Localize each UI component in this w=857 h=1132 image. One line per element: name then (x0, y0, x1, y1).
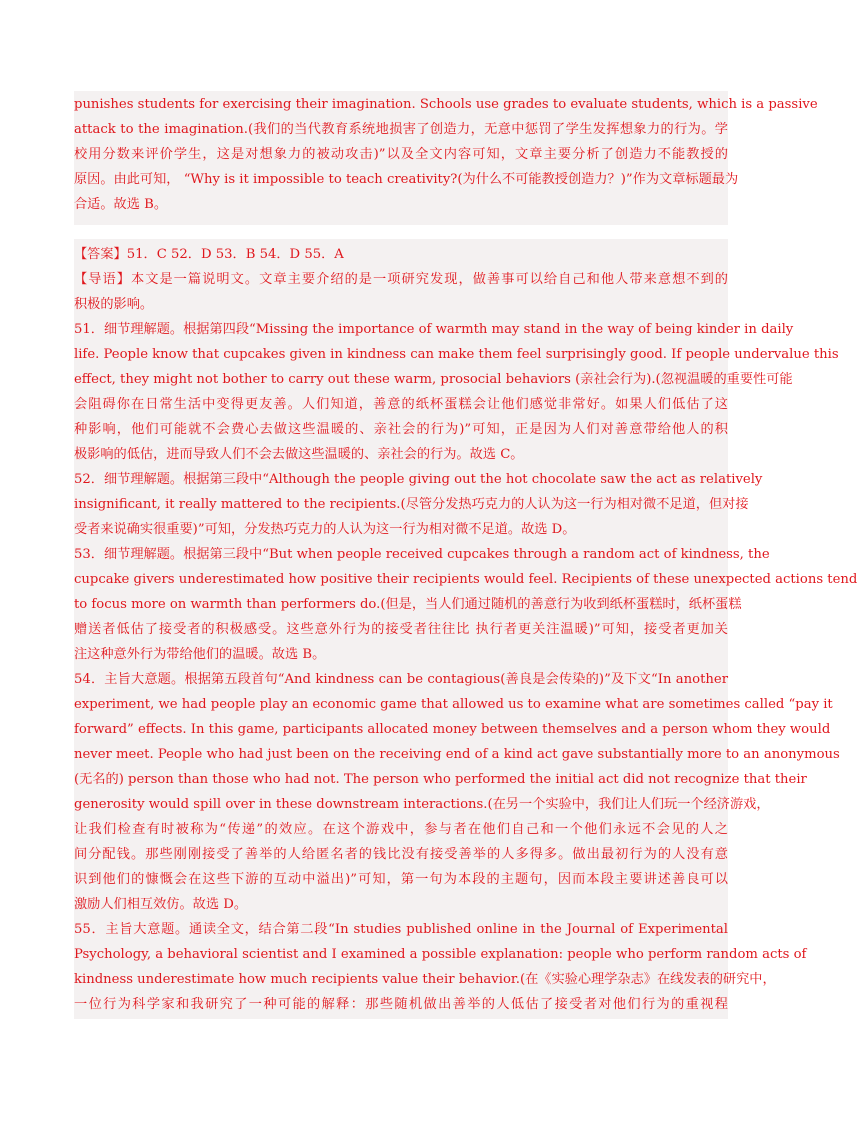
text-line: 注这种意外行为带给他们的温暖。故选 B。 (74, 647, 326, 662)
text-line: 校用分数来评价学生，这是对想象力的被动攻击)”以及全文内容可知，文章主要分析了创造力不能教授的 (74, 147, 728, 162)
text-line: attack to the imagination.(我们的当代教育系统地损害了创造力，无意中惩罚了学生发挥想象力的行为。学 (74, 122, 728, 137)
text-line: 【答案】51．C 52．D 53．B 54．D 55．A (74, 247, 344, 262)
text-line: 会阻碍你在日常生活中变得更友善。人们知道，善意的纸杯蛋糕会让他们感觉非常好。如果人们低估了这 (74, 397, 728, 412)
text-line: (无名的) person than those who had not. The person who performed the initial act did not recognize that their (74, 772, 807, 787)
text-line: 55．主旨大意题。通读全文，结合第二段“In studies published online in the Journal of Experimental (74, 922, 728, 937)
text-line: never meet. People who had just been on the receiving end of a kind act gave substantially more to an anonymous (74, 747, 840, 762)
text-line: 种影响，他们可能就不会费心去做这些温暖的、亲社会的行为)”可知，正是因为人们对善意带给他人的积 (74, 422, 728, 437)
text-line: punishes students for exercising their imagination. Schools use grades to evaluate students, which is a passive (74, 97, 818, 112)
text-line: 54．主旨大意题。根据第五段首句“And kindness can be contagious(善良是会传染的)”及下文“In another (74, 672, 728, 687)
text-line: experiment, we had people play an economic game that allowed us to examine what are sometimes called “pay it (74, 697, 833, 712)
text-line: 识到他们的慷慨会在这些下游的互动中溢出)”可知，第一句为本段的主题句，因而本段主要讲述善良可以 (74, 872, 728, 887)
text-line: 间分配钱。那些刚刚接受了善举的人给匿名者的钱比没有接受善举的人多得多。做出最初行为的人没有意 (74, 847, 728, 862)
text-line: effect, they might not bother to carry out these warm, prosocial behaviors (亲社会行为).(忽视温暖的重要性可能 (74, 372, 793, 387)
text-line: kindness underestimate how much recipients value their behavior.(在《实验心理学杂志》在线发表的研究中， (74, 972, 776, 987)
text-line: life. People know that cupcakes given in kindness can make them feel surprisingly good. If people undervalue this (74, 347, 839, 362)
text-line: Psychology, a behavioral scientist and I examined a possible explanation: people who perform random acts of (74, 947, 807, 962)
text-line: 赠送者低估了接受者的积极感受。这些意外行为的接受者往往比 执行者更关注温暖)”可知，接受者更加关 (74, 622, 728, 637)
text-line: generosity would spill over in these downstream interactions.(在另一个实验中，我们让人们玩一个经济游戏， (74, 797, 770, 812)
text-line: 原因。由此可知， “Why is it impossible to teach creativity?(为什么不可能教授创造力？)”作为文章标题最为 (74, 172, 739, 187)
text-line: 合适。故选 B。 (74, 197, 168, 212)
text-line: 受者来说确实很重要)”可知，分发热巧克力的人认为这一行为相对微不足道。故选 D。 (74, 522, 576, 537)
text-line: to focus more on warmth than performers do.(但是，当人们通过随机的善意行为收到纸杯蛋糕时，纸杯蛋糕 (74, 597, 742, 612)
text-line: forward” effects. In this game, participants allocated money between themselves and a person whom they would (74, 722, 831, 737)
text-line: 53．细节理解题。根据第三段中“But when people received cupcakes through a random act of kindness, the (74, 547, 770, 562)
text-line: 激励人们相互效仿。故选 D。 (74, 897, 248, 912)
text-line: 【导语】本文是一篇说明文。文章主要介绍的是一项研究发现，做善事可以给自己和他人带来意想不到的 (74, 272, 728, 287)
text-line: 极影响的低估，进而导致人们不会去做这些温暖的、亲社会的行为。故选 C。 (74, 447, 524, 462)
text-line: 一位行为科学家和我研究了一种可能的解释：那些随机做出善举的人低估了接受者对他们行为的重视程 (74, 997, 728, 1012)
text-line: 52．细节理解题。根据第三段中“Although the people giving out the hot chocolate saw the act as relatively (74, 472, 763, 487)
text-line: insignificant, it really mattered to the recipients.(尽管分发热巧克力的人认为这一行为相对微不足道，但对接 (74, 497, 749, 512)
text-line: 积极的影响。 (74, 297, 154, 312)
text-line: 51．细节理解题。根据第四段“Missing the importance of warmth may stand in the way of being kinder in daily (74, 322, 794, 337)
text-line: 让我们检查有时被称为“传递”的效应。在这个游戏中，参与者在他们自己和一个他们永远不会见的人之 (74, 822, 728, 837)
text-line: cupcake givers underestimated how positive their recipients would feel. Recipients of these unexpected actions tend (74, 572, 857, 587)
